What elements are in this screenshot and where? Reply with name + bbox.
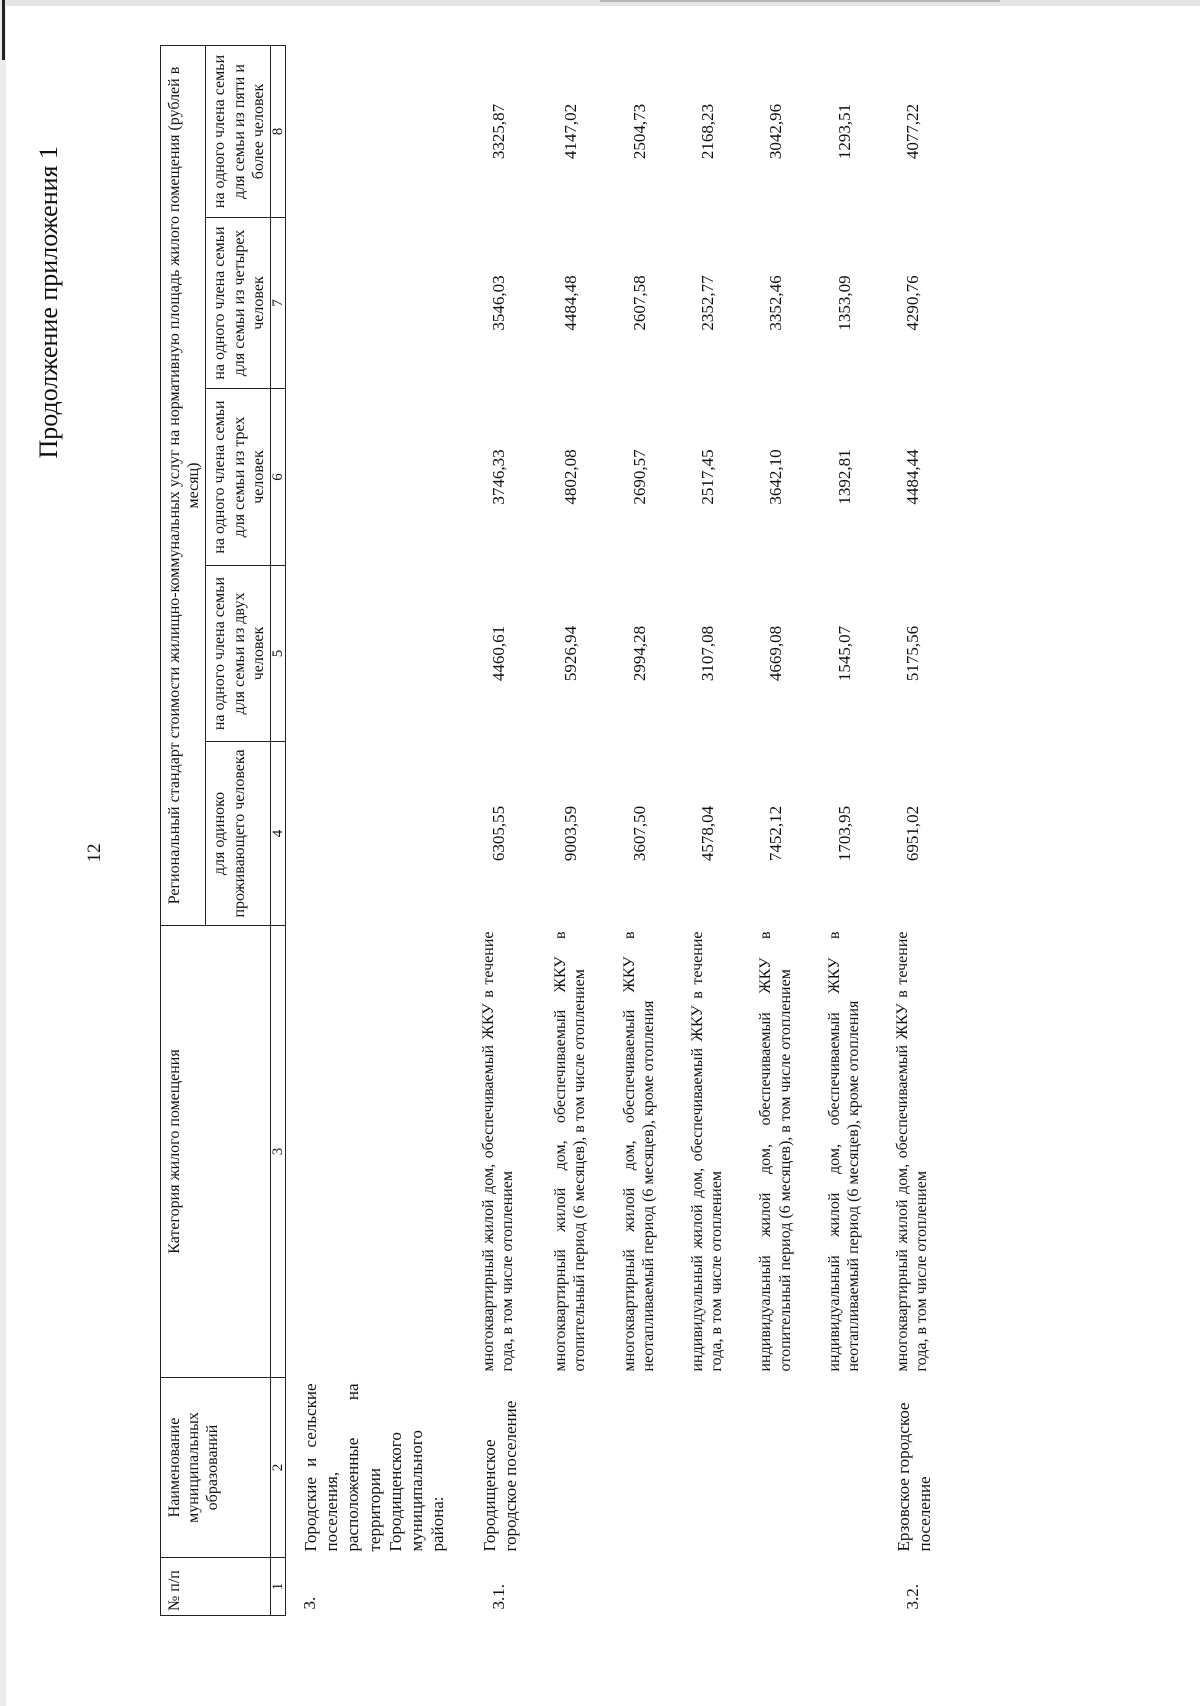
value-col8: 3325,87 [488, 103, 508, 160]
row-category: многоквартирный жилой дом, обеспечиваемый ЖКУ в течение года, в том числе отоплением [479, 931, 516, 1372]
value-col4: 9003,59 [561, 805, 581, 862]
value-col7: 1353,09 [834, 275, 854, 331]
value-col7: 3352,46 [766, 275, 786, 331]
column-number: 2 [270, 1378, 285, 1558]
value-col4: 6951,02 [903, 805, 923, 862]
row-num [678, 1558, 746, 1616]
row-num: 3.2. [903, 1584, 923, 1610]
value-col8: 2168,23 [697, 103, 717, 160]
row-municipality [746, 1378, 814, 1558]
column-number: 4 [270, 742, 285, 926]
value-col7: 4290,76 [903, 275, 923, 331]
value-col5: 3107,08 [697, 625, 717, 682]
column-number: 5 [270, 566, 285, 742]
row-category: многоквартирный жилой дом, обеспечиваемый ЖКУ в течение года, в том числе отоплением [894, 931, 931, 1372]
row-category: многоквартирный жилой дом, обеспечиваемый ЖКУ в неотапливаемый период (6 месяцев), кроме отопления [620, 931, 657, 1372]
header-col7: на одного члена семьи для семьи из четырех человек [206, 218, 271, 389]
row-num [746, 1558, 814, 1616]
value-col5: 5175,56 [903, 625, 923, 682]
column-number: 1 [270, 1558, 285, 1616]
page-number: 12 [84, 843, 105, 863]
table-row [815, 45, 883, 1615]
value-col4: 6305,55 [488, 805, 508, 862]
header-col4: для одиноко проживающего человека [206, 742, 271, 926]
row-municipality [678, 1378, 746, 1558]
row-num [815, 1558, 883, 1616]
section-row [285, 45, 468, 1615]
value-col7: 2352,77 [697, 275, 717, 331]
column-number: 3 [270, 926, 285, 1378]
value-col7: 4484,48 [561, 275, 581, 331]
row-category: индивидуальный жилой дом, обеспечиваемый ЖКУ в неотапливаемый период (6 месяцев), кроме отопления [825, 931, 862, 1372]
value-col6: 1392,81 [834, 449, 854, 505]
header-category: Категория жилого помещения [161, 926, 271, 1378]
value-col8: 4147,02 [561, 103, 581, 160]
value-col6: 4802,08 [561, 449, 581, 505]
value-col5: 4669,08 [766, 625, 786, 682]
header-standard: Региональный стандарт стоимости жилищно-коммунальных услуг на нормативную площадь жилого помещения (рублей в месяц) [161, 45, 206, 925]
section-num: 3. [299, 1596, 319, 1610]
value-col7: 3546,03 [488, 275, 508, 331]
row-num [541, 1558, 609, 1616]
value-col8: 3042,96 [766, 103, 786, 160]
column-number: 7 [270, 218, 285, 389]
row-municipality: Городищенское городское поселение [479, 1400, 520, 1552]
header-col8: на одного члена семьи для семьи из пяти и более человек [206, 45, 271, 217]
header-num: № п/п [161, 1558, 271, 1616]
value-col5: 5926,94 [561, 625, 581, 682]
table-row [883, 45, 956, 1615]
value-col4: 4578,04 [697, 805, 717, 862]
row-num: 3.1. [488, 1584, 508, 1610]
column-number: 8 [270, 45, 285, 217]
section-name: Городские и сельские поселения, расположенные на территории Городищенского муниципального района: [300, 1383, 448, 1552]
row-category: индивидуальный жилой дом, обеспечиваемый ЖКУ в отопительный период (6 месяцев), в том числе отоплением [757, 931, 794, 1372]
header-col5: на одного члена семьи для семьи из двух человек [206, 566, 271, 742]
value-col4: 1703,95 [834, 805, 854, 862]
row-municipality: Ерзовское городское поселение [894, 1402, 935, 1552]
value-col8: 4077,22 [903, 103, 923, 160]
column-number: 6 [270, 389, 285, 566]
value-col7: 2607,58 [629, 275, 649, 331]
table-row [541, 45, 609, 1615]
header-municipality: Наименование муниципальных образований [161, 1378, 271, 1558]
value-col6: 3642,10 [766, 449, 786, 505]
table-row [469, 45, 542, 1615]
value-col5: 4460,61 [488, 625, 508, 682]
value-col6: 4484,44 [903, 449, 923, 505]
row-municipality [815, 1378, 883, 1558]
row-num [610, 1558, 678, 1616]
continuation-heading: Продолжение приложения 1 [34, 146, 63, 459]
header-col6: на одного члена семьи для семьи из трех человек [206, 389, 271, 566]
value-col6: 2690,57 [629, 449, 649, 505]
row-category: индивидуальный жилой дом, обеспечиваемый ЖКУ в течение года, в том числе отоплением [688, 931, 726, 1372]
value-col6: 2517,45 [697, 449, 717, 505]
value-col8: 2504,73 [629, 103, 649, 160]
value-col8: 1293,51 [834, 103, 854, 160]
regional-standard-table [160, 45, 956, 1616]
value-col5: 2994,28 [629, 625, 649, 682]
value-col6: 3746,33 [488, 449, 508, 505]
value-col4: 7452,12 [766, 805, 786, 862]
table-row [610, 45, 678, 1615]
value-col5: 1545,07 [834, 625, 854, 682]
table-row [678, 45, 746, 1615]
table-row [746, 45, 814, 1615]
row-municipality [541, 1378, 609, 1558]
row-category: многоквартирный жилой дом, обеспечиваемый ЖКУ в отопительный период (6 месяцев), в том числе отоплением [552, 931, 589, 1372]
value-col4: 3607,50 [629, 805, 649, 862]
row-municipality [610, 1378, 678, 1558]
